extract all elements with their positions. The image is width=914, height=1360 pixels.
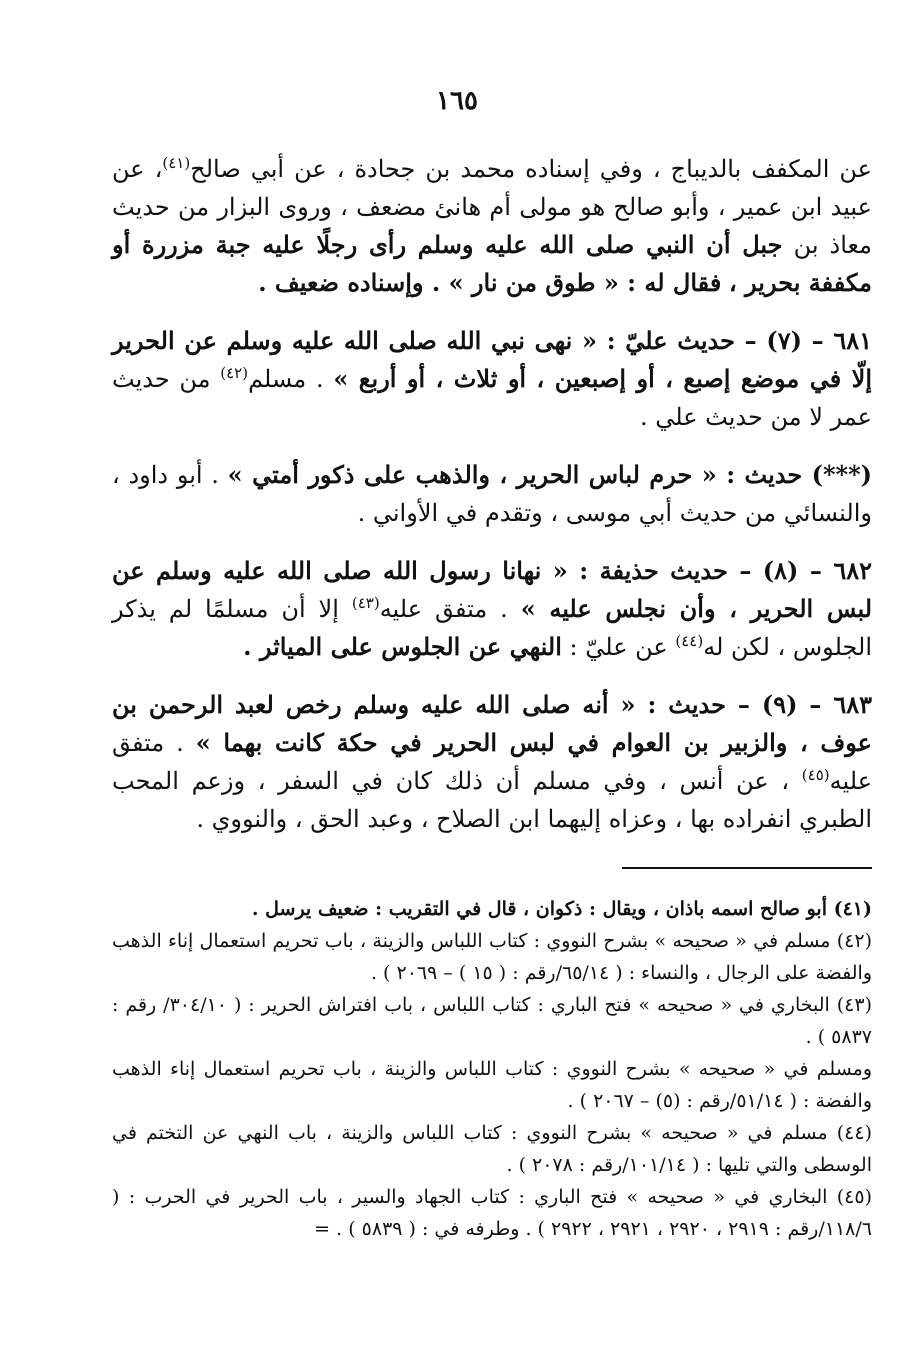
footnote-42 <box>112 925 872 989</box>
hadith-683: ٦٨٣ – (٩) – حديث : « أنه صلى الله عليه وسلم رخص لعبد الرحمن بن عوف ، والزبير بن العوام في لبس الحرير في حكة كانت بهما » . متفق عليه$^{(٤٥)}$ ، عن أنس ، وفي مسلم أن ذلك كان في السفر ، وزعم المحب الطبري انفراده بها ، وعزاه إليهما ابن الصلاح ، وعبد الحق ، والنووي . <box>112 690 873 833</box>
footnote-text: (٤٤) مسلم في « صحيحه » بشرح النووي : كتاب اللباس والزينة ، باب النهي عن التختم في الوسطى والتي تليها : ( ١٠١/١٤/رقم : ٢٠٧٨ ) . <box>112 1122 872 1176</box>
source-text: . متفق عليه <box>112 729 873 795</box>
hadith-681: ٦٨١ – (٧) – حديث عليّ : « نهى نبي الله صلى الله عليه وسلم عن الحرير إلّا في موضع إصبع ، أو إصبعين ، أو ثلاث ، أو أربع » . مسلم$^{(٤٢)}$ من حديث عمر لا من حديث علي . <box>112 326 872 431</box>
source-text: . مسلم <box>248 365 324 393</box>
footnote-ref: ٤٤ <box>681 632 698 650</box>
text-line: ، عن عبيد ابن عمير ، وأبو صالح هو مولى أم هانئ مضعف ، وروى البزار من حديث معاذ بن <box>112 155 872 259</box>
source-text: . متفق عليه <box>379 595 508 623</box>
source-text: . أبو داود ، والنسائي من حديث أبي موسى ، وتقدم في الأواني . <box>112 461 872 527</box>
source-text: عن عليّ : <box>569 633 668 661</box>
footnote-text: (٤١) أبو صالح اسمه باذان ، ويقال : ذكوان ، قال في التقريب : ضعيف يرسل . <box>251 898 872 920</box>
footnote-text: (٤٥) البخاري في « صحيحه » فتح الباري : كتاب الجهاد والسير ، باب الحرير في الحرب : ( ١١٨/٦/رقم : ٢٩١٩ ، ٢٩٢٠ ، ٢٩٢١ ، ٢٩٢٢ ) . وطرفه في : ( ٥٨٣٩ ) . = <box>112 1186 872 1240</box>
hadith-heading: (***) حديث : « حرم لباس الحرير ، والذهب على ذكور أمتي » <box>227 460 873 489</box>
footnotes <box>112 893 872 1245</box>
paragraph-continuation: عن المكفف بالديباج ، وفي إسناده محمد بن جحادة ، عن أبي صالح$^{(٤١)}$، عن عبيد ابن عمير ، وأبو صالح هو مولى أم هانئ مضعف ، وروى البزار من حديث معاذ بن جبل أن النبي صلى الله عليه وسلم رأى رجلًا عليه جبة مزررة أو مكففة بحرير ، فقال له : « طوق من نار » . وإسناده ضعيف . <box>112 154 872 297</box>
footnote-text: (٤٢) مسلم في « صحيحه » بشرح النووي : كتاب اللباس والزينة ، باب تحريم استعمال إناء الذهب والفضة على الرجال ، والنساء : ( ٦٥/١٤/رقم : ( ١٥ ) – ٢٠٦٩ ) . <box>112 930 872 984</box>
hadith-text: فقال له : « طوق من نار » . وإسناده ضعيف . <box>258 268 722 297</box>
footnote-43 <box>112 989 872 1053</box>
hadith-heading: ٦٨٣ – (٩) – حديث : « أنه صلى الله عليه وسلم رخص لعبد الرحمن بن عوف ، والزبير بن العوام في لبس الحرير في حكة كانت بهما » <box>112 690 872 757</box>
footnote-45 <box>112 1181 872 1245</box>
page-number: ١٦٥ <box>436 86 478 116</box>
footnote-41 <box>112 893 872 925</box>
footnote-ref: ٤١ <box>168 154 185 172</box>
footnote-text: ومسلم في « صحيحه » بشرح النووي : كتاب اللباس والزينة ، باب تحريم استعمال إناء الذهب والفضة : ( ٥١/١٤/رقم : (٥) – ٢٠٦٧ ) . <box>112 1058 872 1112</box>
source-text: ، عن أنس ، وفي مسلم أن ذلك كان في السفر ، وزعم المحب الطبري انفراده بها ، وعزاه إليهما ابن الصلاح ، وعبد الحق ، والنووي . <box>112 767 872 833</box>
hadith-682: ٦٨٢ – (٨) – حديث حذيفة : « نهانا رسول الله صلى الله عليه وسلم عن لبس الحرير ، وأن نجلس عليه » . متفق عليه$^{(٤٣)}$ إلا أن مسلمًا لم يذكر الجلوس ، لكن له$^{(٤٤)}$ عن عليّ : النهي عن الجلوس على المياثر . <box>112 556 873 661</box>
hadith-heading: ٦٨٢ – (٨) – حديث حذيفة : « نهانا رسول الله صلى الله عليه وسلم عن لبس الحرير ، وأن نجلس عليه » <box>112 556 873 623</box>
main-text <box>112 150 872 858</box>
hadith-heading: ٦٨١ – (٧) – حديث عليّ : « نهى نبي الله صلى الله عليه وسلم عن الحرير إلّا في موضع إصبع ، أو إصبعين ، أو ثلاث ، أو أربع » <box>112 326 872 393</box>
footnote-44 <box>112 1117 872 1181</box>
footnote-text: (٤٣) البخاري في « صحيحه » فتح الباري : كتاب اللباس ، باب افتراش الحرير : ( ٣٠٤/١٠/ رقم : ٥٨٣٧ ) . <box>112 994 872 1048</box>
footnote-separator <box>622 867 872 869</box>
hadith-unnumbered <box>112 456 872 532</box>
text-line: عن المكفف بالديباج ، وفي إسناده محمد بن جحادة ، عن أبي صالح <box>190 155 872 183</box>
footnote-ref: ٤٣ <box>357 594 374 612</box>
footnote-ref: ٤٥ <box>807 766 824 784</box>
hadith-text: النهي عن الجلوس على المياثر . <box>243 632 562 661</box>
footnote-ref: ٤٢ <box>226 364 243 382</box>
hadith-text: جبل أن النبي صلى الله عليه وسلم رأى رجلًا عليه جبة مزررة أو مكففة بحرير ، <box>112 230 872 297</box>
source-text: إلا أن مسلمًا لم يذكر الجلوس ، لكن له <box>112 595 872 661</box>
footnote-43-continued <box>112 1053 872 1117</box>
source-text: من حديث عمر لا من حديث علي . <box>112 365 872 431</box>
